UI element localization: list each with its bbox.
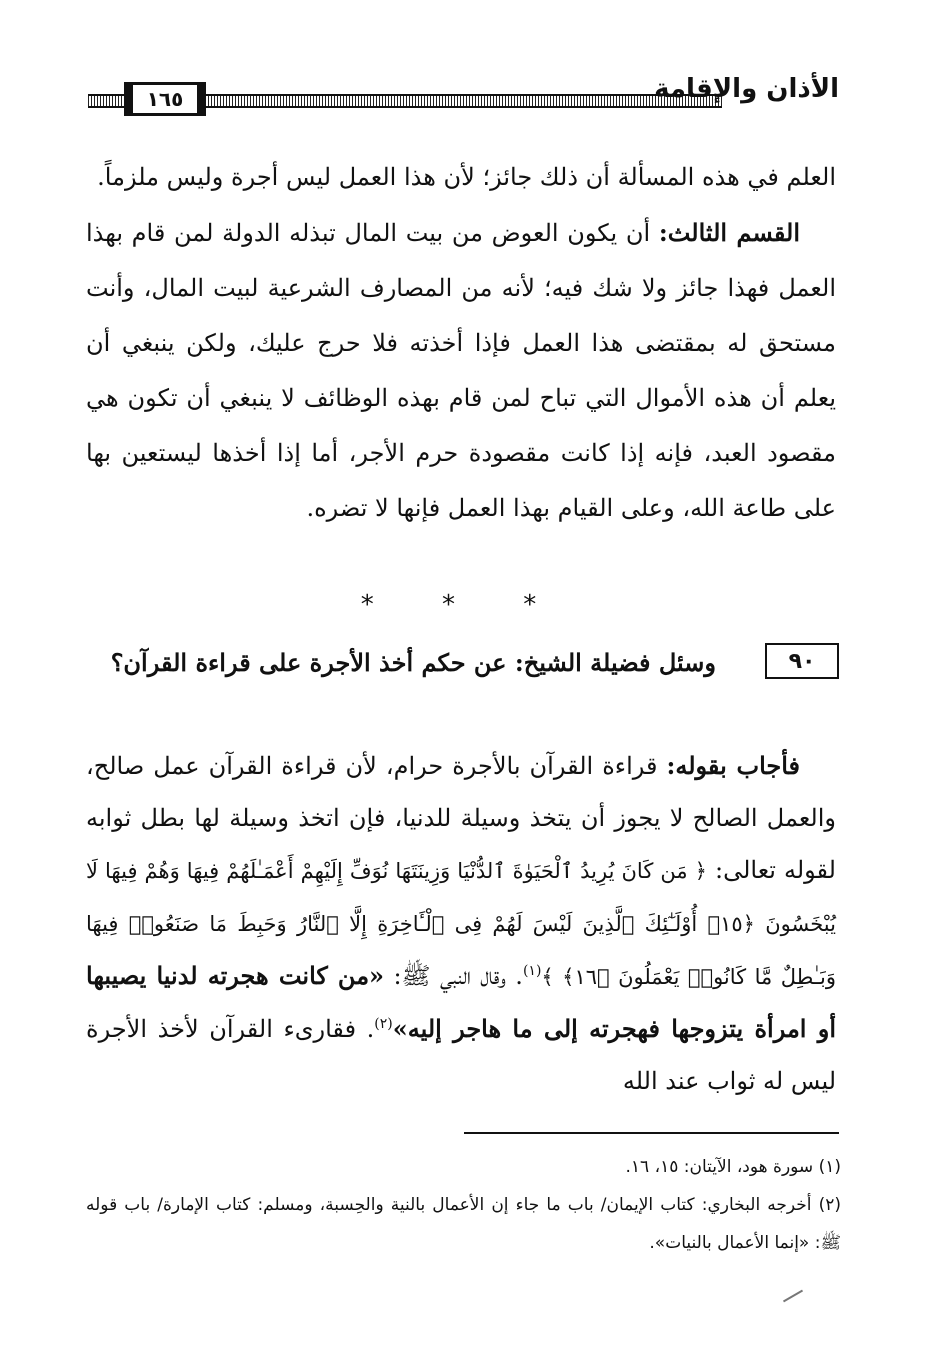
answer-label: فأجاب بقوله:: [666, 751, 801, 780]
hadith-quote: «من كانت هجرته لدنيا يصيبها أو امرأة يتزوجها فهجرته إلى ما هاجر إليه»: [86, 961, 837, 1043]
footnote-ref-1: (١): [522, 963, 542, 979]
paragraph-1: العلم في هذه المسألة أن ذلك جائز؛ لأن هذا العمل ليس أجرة وليس ملزماً.: [97, 163, 836, 191]
footnote-ref-2: (٢): [374, 1016, 393, 1032]
answer-text-1: قراءة القرآن بالأجرة حرام، لأن قراءة القرآن عمل صالح، والعمل الصالح لا يجوز أن يتخذ وسيلة للدنيا، فإن اتخذ وسيلة لها بطل ثوابه لقوله تعالى:: [86, 752, 836, 884]
answer-text-3: . فقارىء القرآن لأخذ الأجرة ليس له ثواب عند الله: [86, 1015, 836, 1095]
footnote-1: (١) سورة هود، الآيتان: ١٥، ١٦.: [625, 1157, 841, 1177]
pencil-mark: [783, 1290, 803, 1303]
answer-text: [86, 740, 836, 1107]
quran-verse: ﴿ مَن كَانَ يُرِيدُ ٱلْحَيَوٰةَ ٱلدُّنْيَا وَزِينَتَهَا نُوَفِّ إِلَيْهِمْ أَعْمَـٰلَهُمْ فِيهَا وَهُمْ فِيهَا لَا يُبْخَسُونَ ﴿١٥﴾ أُوْلَـٰٓئِكَ ٱلَّذِينَ لَيْسَ لَهُمْ فِى ٱلْـَٔاخِرَةِ إِلَّا ٱلنَّارُ وَحَبِطَ مَا صَنَعُوا۟ فِيهَا وَبَـٰطِلٌ مَّا كَانُوا۟ يَعْمَلُونَ ﴿١٦﴾ ﴾: [86, 859, 836, 989]
answer-text-2: . وقال النبي ﷺ:: [393, 962, 523, 990]
running-header-title: الأذان والإقامة: [654, 74, 839, 104]
page-number-bar-left: [124, 82, 130, 116]
page-number: ١٦٥: [146, 87, 184, 111]
paragraph-2-text: أن يكون العوض من بيت المال تبذله الدولة لمن قام بهذا العمل فهذا جائز ولا شك فيه؛ لأنه من المصارف الشرعية لبيت المال، وأنت مستحق له بمقتضى هذا العمل فإذا أخذته فلا حرج عليك، ولكن ينبغي أن يعلم أن هذه الأموال التي تباح لمن قام بهذه الوظائف لا ينبغي أن تكون هي مقصود العبد، فإنه إذا كانت مقصودة حرم الأجر، أما إذا أخذها ليستعين بها على طاعة الله، وعلى القيام بهذا العمل فإنها لا تضره.: [86, 219, 836, 522]
paragraph-2: [86, 205, 836, 536]
page-number-box: [130, 82, 200, 116]
footnote-2: (٢) أخرجه البخاري: كتاب الإيمان/ باب ما جاء إن الأعمال بالنية والحِسبة، ومسلم: كتاب الإمارة/ باب قوله ﷺ: «إنما الأعمال بالنيات».: [86, 1195, 841, 1253]
section-separator: * * *: [360, 590, 567, 620]
footnote-rule: [464, 1132, 839, 1134]
body-text: [86, 150, 836, 536]
page-number-bar-right: [200, 82, 206, 116]
question-heading: وسئل فضيلة الشيخ: عن حكم أخذ الأجرة على قراءة القرآن؟: [110, 648, 716, 677]
footnotes: [86, 1148, 841, 1262]
section-label: القسم الثالث:: [658, 218, 800, 247]
question-number: ٩٠: [788, 648, 816, 674]
